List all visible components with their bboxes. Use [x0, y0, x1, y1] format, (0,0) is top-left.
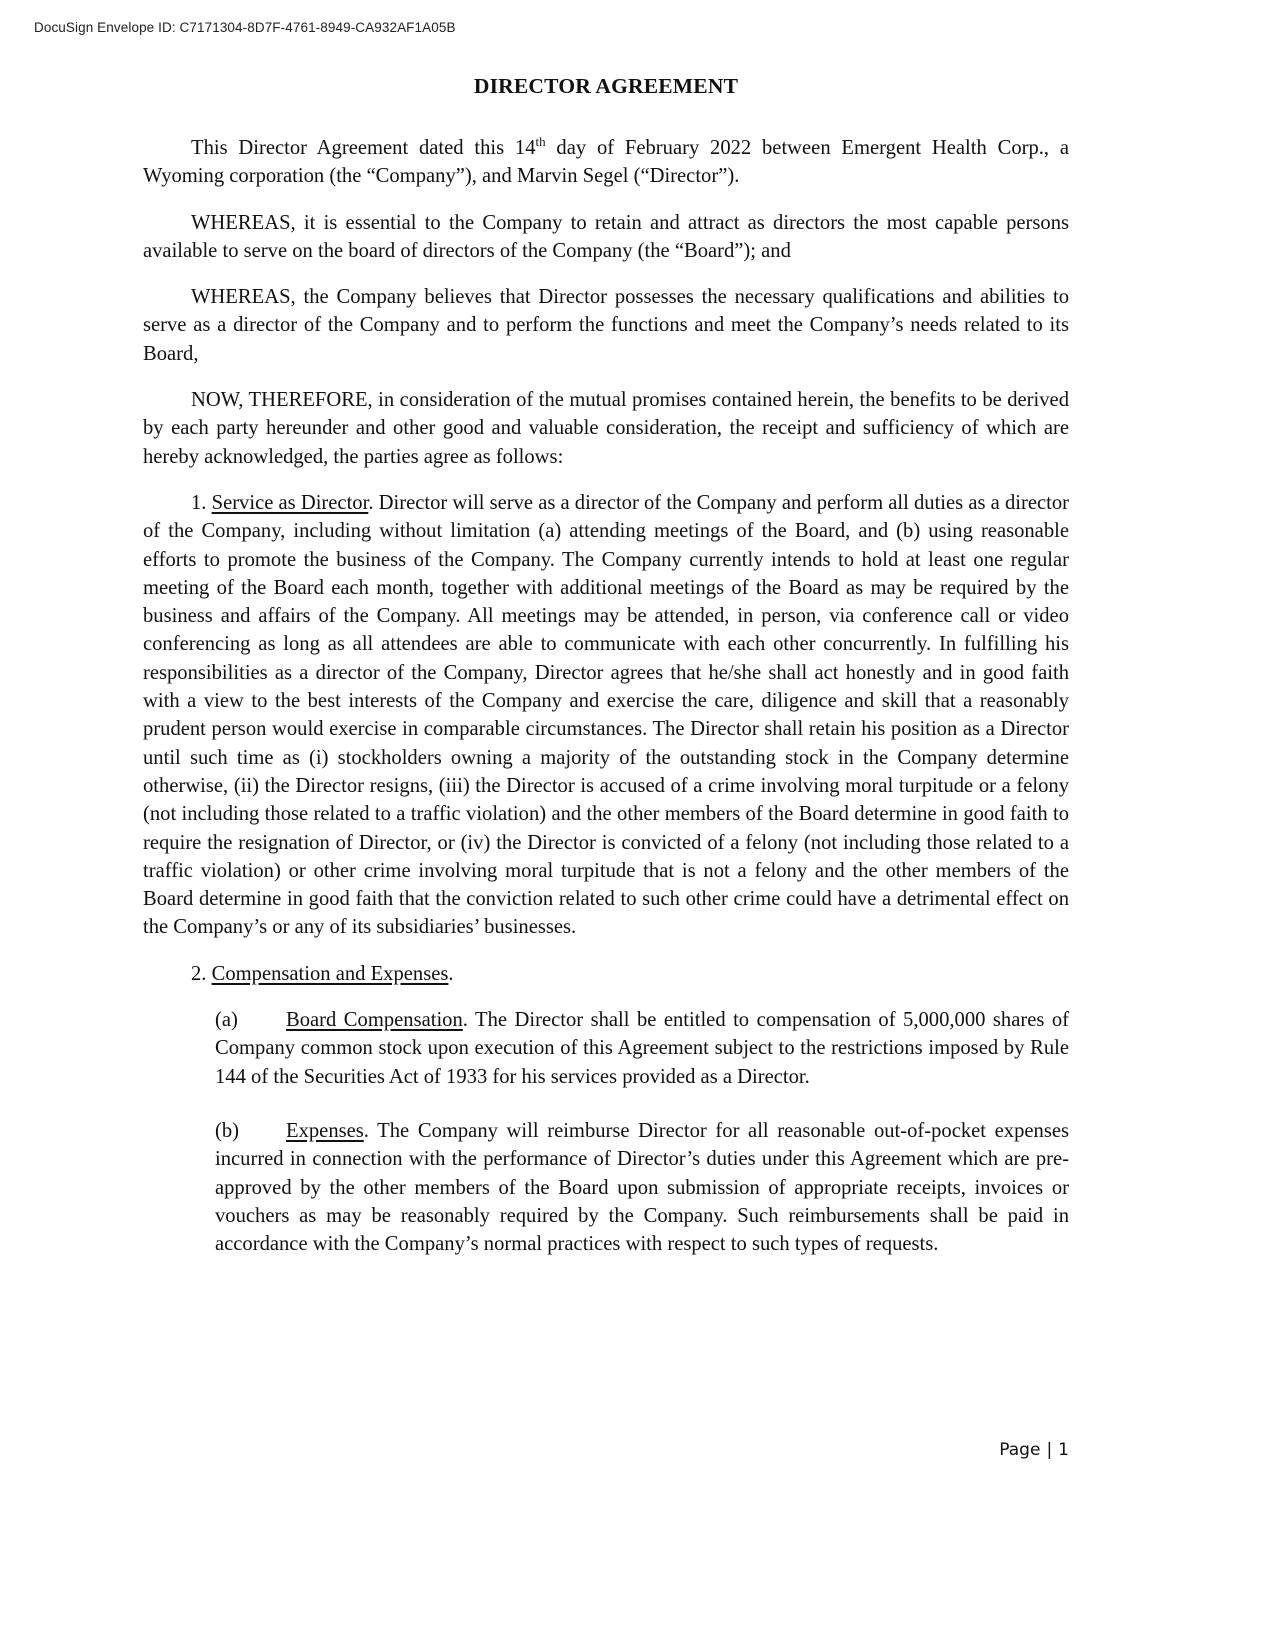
whereas-paragraph-2: WHEREAS, the Company believes that Director possesses the necessary qualifications and abilities to serve as a director of the Company and to perform the functions and meet the Company’s needs related to its Board,	[143, 286, 1069, 365]
page-number: 1	[1058, 1440, 1069, 1460]
preamble-paragraph	[143, 134, 1069, 191]
section-body: . Director will serve as a director of the Company and perform all duties as a director of the Company, including without limitation (a) attending meetings of the Board, and (b) using reasonable efforts to promote the business of the Company. The Company currently intends to hold at least one regular meeting of the Board each month, together with additional meetings of the Board as may be required by the business and affairs of the Company. All meetings may be attended, in person, via conference call or video conferencing as long as all attendees are able to communicate with each other concurrently. In fulfilling his responsibilities as a director of the Company, Director agrees that he/she shall act honestly and in good faith with a view to the best interests of the Company and exercise the care, diligence and skill that a reasonably prudent person would exercise in comparable circumstances. The Director shall retain his position as a Director until such time as (i) stockholders owning a majority of the outstanding stock in the Company determine otherwise, (ii) the Director resigns, (iii) the Director is accused of a crime involving moral turpitude or a felony (not including those related to a traffic violation) and the other members of the Board determine in good faith to require the resignation of Director, or (iv) the Director is convicted of a felony (not including those related to a traffic violation) or other crime involving moral turpitude that is not a felony and the other members of the Board determine in good faith that the conviction related to such other crime could have a detrimental effect on the Company’s or any of its subsidiaries’ businesses.	[143, 491, 1069, 939]
subsection-label: (b)	[215, 1119, 240, 1142]
subsection-heading: Board Compensation	[286, 1009, 463, 1032]
page-separator: |	[1046, 1440, 1053, 1460]
subsection-body: . The Company will reimburse Director for all reasonable out-of-pocket expenses incurred in connection with the performance of Director’s duties under this Agreement which are pre-approved by the other members of the Board upon submission of appropriate receipts, invoices or vouchers as may be reasonably required by the Company. Such reimbursements shall be paid in accordance with the Company’s normal practices with respect to such types of requests.	[215, 1119, 1069, 1256]
section-2-compensation-and-expenses	[143, 960, 1069, 988]
subsection-b-expenses	[215, 1117, 1069, 1258]
document-page	[143, 72, 1069, 1284]
subsection-heading: Expenses	[286, 1119, 364, 1142]
document-title: DIRECTOR AGREEMENT	[473, 74, 739, 98]
section-heading: Service as Director	[211, 491, 369, 514]
section-1-service-as-director	[143, 489, 1069, 942]
docusign-envelope-id: DocuSign Envelope ID: C7171304-8D7F-4761-8949-CA932AF1A05B	[34, 20, 456, 35]
section-number: 1.	[191, 491, 212, 514]
preamble-text-start: This Director Agreement dated this 14	[191, 137, 536, 159]
now-therefore-paragraph: NOW, THEREFORE, in consideration of the mutual promises contained herein, the benefits to be derived by each party hereunder and other good and valuable consideration, the receipt and sufficiency of which are hereby acknowledged, the parties agree as follows:	[143, 389, 1069, 468]
whereas-paragraph-1: WHEREAS, it is essential to the Company to retain and attract as directors the most capable persons available to serve on the board of directors of the Company (the “Board”); and	[143, 211, 1069, 262]
preamble-text-end: day of February 2022 between Emergent Health Corp., a Wyoming corporation (the “Company”), and Marvin Segel (“Director”).	[143, 137, 1070, 188]
section-heading-period: .	[448, 962, 454, 985]
ordinal-suffix: th	[535, 134, 546, 150]
subsection-body: . The Director shall be entitled to compensation of 5,000,000 shares of Company common stock upon execution of this Agreement subject to the restrictions imposed by Rule 144 of the Securities Act of 1933 for his services provided as a Director.	[215, 1009, 1069, 1088]
section-heading: Compensation and Expenses	[211, 962, 449, 985]
subsection-a-board-compensation	[215, 1006, 1069, 1091]
subsection-label: (a)	[215, 1009, 238, 1032]
section-number: 2.	[191, 962, 212, 985]
page-label: Page	[999, 1440, 1041, 1460]
page-footer	[999, 1440, 1069, 1460]
